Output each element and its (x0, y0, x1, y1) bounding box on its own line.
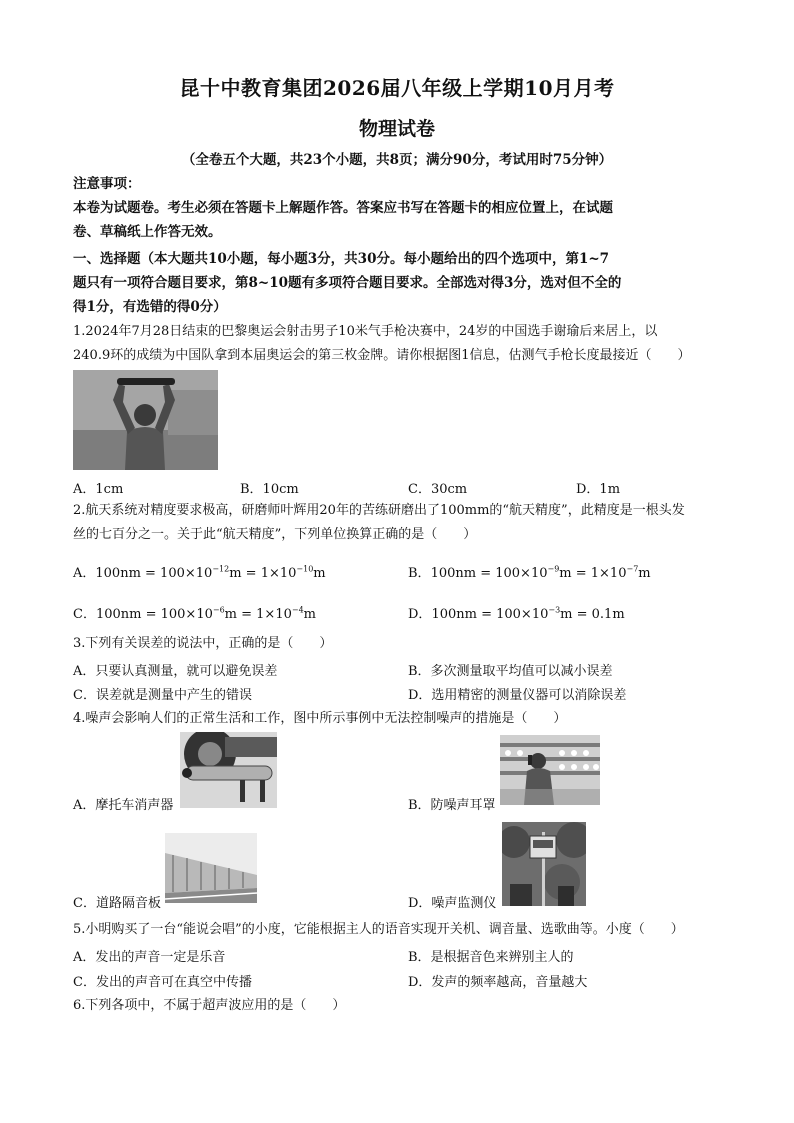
q3-option-d: D．选用精密的测量仪器可以消除误差 (408, 688, 627, 703)
q4-option-d: D．噪声监测仪 (408, 896, 497, 911)
q5-stem: 5.小明购买了一台“能说会唱”的小度，它能根据主人的语音实现开关机、调音量、选歌曲等。小度（ ） (73, 922, 684, 937)
q5-option-a: A．发出的声音一定是乐音 (73, 950, 226, 965)
q2-option-d: D．$100nm = 100\times 10^{-3}m = 0.1m$ (408, 605, 625, 622)
q4-option-a: A．摩托车消声器 (73, 798, 174, 813)
notes-line-1: 本卷为试题卷。考生必须在答题卡上解题作答。答案应书写在答题卡的相应位置上，在试题 (73, 200, 613, 216)
q1-option-d: D．1m (576, 482, 621, 497)
section1-line-3: 得1分，有选错的得0分） (73, 299, 227, 315)
q1-option-a: A．1cm (73, 482, 124, 497)
exam-subtitle: 物理试卷 (358, 118, 435, 140)
q2-stem-line-1: 2.航天系统对精度要求极高，研磨师叶辉用20年的苦练研磨出了100mm的“航天精度”，此精度是一根头发 (73, 503, 685, 518)
shooter-illustration (73, 370, 218, 470)
q2-stem-line-2: 丝的七百分之一。关于此“航天精度”，下列单位换算正确的是（ ） (73, 527, 477, 542)
q3-option-a: A．只要认真测量，就可以避免误差 (73, 664, 278, 679)
q2-option-c: C．$100nm = 100\times 10^{-6}m = 1\times 10^{-4}m$ (73, 605, 316, 622)
q5-option-b: B．是根据音色来辨别主人的 (408, 950, 574, 965)
exam-info: （全卷五个大题，共23个小题，共8页；满分90分，考试用时75分钟） (181, 152, 613, 168)
q5-option-c: C．发出的声音可在真空中传播 (73, 975, 252, 990)
section1-line-2: 题只有一项符合题目要求，第8~10题有多项符合题目要求。全部选对得3分，选对但不全的 (73, 275, 622, 291)
notes-line-2: 卷、草稿纸上作答无效。 (73, 224, 222, 240)
q3-stem: 3.下列有关误差的说法中，正确的是（ ） (73, 636, 333, 651)
exam-title: 昆十中教育集团2026届八年级上学期10月月考 (179, 76, 615, 100)
q4-option-c: C．道路隔音板 (73, 896, 161, 911)
q4-option-b: B．防噪声耳罩 (408, 798, 496, 813)
q2-option-a: A．$100nm = 100\times 10^{-12}m = 1\times 10^{-10}m$ (73, 564, 326, 581)
muffler-photo (180, 732, 277, 808)
motorcycle-muffler-illustration (180, 732, 277, 808)
sound-barrier-photo (165, 833, 257, 903)
q3-option-b: B．多次测量取平均值可以减小误差 (408, 664, 613, 679)
noise-monitor-illustration (502, 822, 586, 906)
shooter-photo (73, 370, 218, 470)
q1-option-b: B．10cm (240, 482, 299, 497)
notes-heading: 注意事项： (73, 176, 141, 192)
q3-option-c: C．误差就是测量中产生的错误 (73, 688, 252, 703)
q4-stem: 4.噪声会影响人们的正常生活和工作，图中所示事例中无法控制噪声的措施是（ ） (73, 711, 567, 726)
noise-monitor-photo (502, 822, 586, 906)
q5-option-d: D．发声的频率越高，音量越大 (408, 975, 588, 990)
road-barrier-illustration (165, 833, 257, 903)
factory-worker-illustration (500, 735, 600, 805)
q2-option-b: B．$100nm = 100\times 10^{-9}m = 1\times 10^{-7}m$ (408, 564, 651, 581)
q6-stem: 6.下列各项中，不属于超声波应用的是（ ） (73, 998, 346, 1013)
q1-stem-line-1: 1.2024年7月28日结束的巴黎奥运会射击男子10米气手枪决赛中，24岁的中国选手谢瑜后来居上，以 (73, 324, 658, 339)
earmuff-photo (500, 735, 600, 805)
section1-line-1: 一、选择题（本大题共10小题，每小题3分，共30分。每小题给出的四个选项中，第1~7 (73, 251, 610, 267)
q1-option-c: C．30cm (408, 482, 468, 497)
q1-stem-line-2: 240.9环的成绩为中国队拿到本届奥运会的第三枚金牌。请你根据图1信息，估测气手枪长度最接近（ ） (73, 348, 691, 363)
